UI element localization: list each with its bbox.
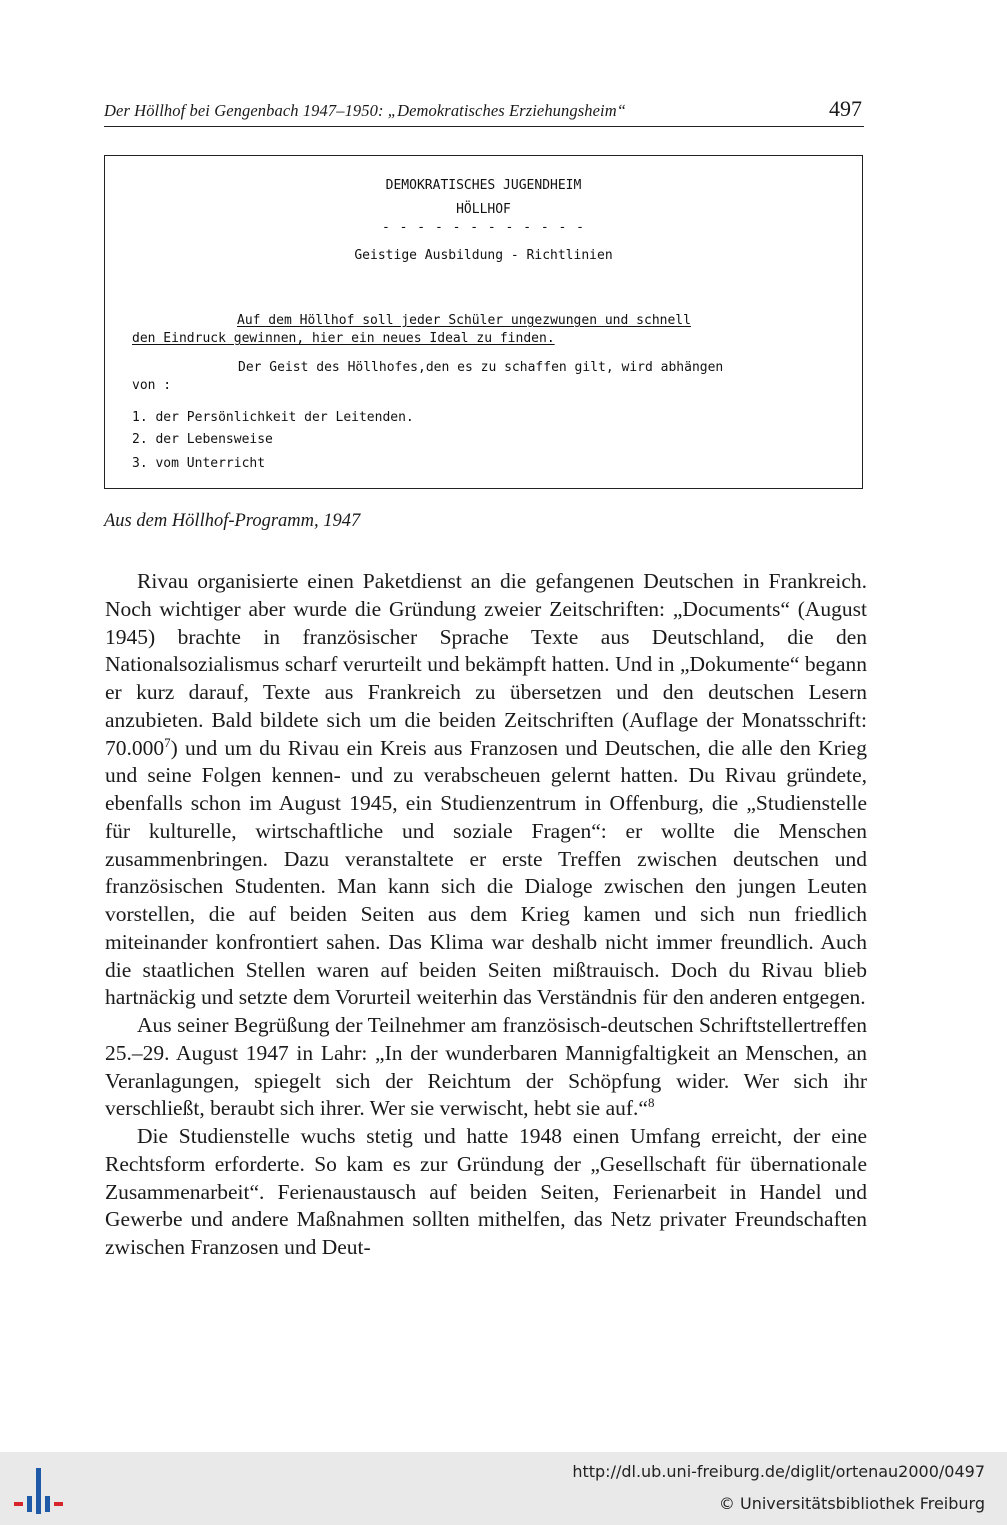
- footer-bar: [0, 1452, 1007, 1525]
- page-number: 497: [829, 96, 862, 121]
- body-text: [105, 568, 867, 1262]
- figure-title-line1: DEMOKRATISCHES JUGENDHEIM: [385, 178, 582, 193]
- program-figure: [104, 155, 863, 489]
- figure-title-line2: HÖLLHOF: [456, 202, 511, 217]
- footnote-marker: 8: [647, 1095, 655, 1111]
- figure-subtitle: Geistige Ausbildung - Richtlinien: [354, 248, 613, 263]
- figure-list-item: 3. vom Unterricht: [132, 456, 266, 471]
- ub-freiburg-logo-icon: [14, 1462, 66, 1518]
- running-title: Der Höllhof bei Gengenbach 1947–1950: „Demokratisches Erziehungsheim“: [104, 101, 627, 120]
- figure-para2-line2: von :: [132, 378, 172, 393]
- paragraph-text: ) und um du Rivau ein Kreis aus Franzosen und Deutschen, die alle den Krieg und seine Folgen kennen- und zu verabscheuen gelernt hatten. Du Rivau gründete, ebenfalls schon im August 1945, ein Studienzentrum in Offenburg, die „Studienstelle für kulturelle, wirtschaftliche und soziale Fragen“: er wollte die Menschen zusammenbringen. Dazu veranstaltete er erste Treffen zwischen deutschen und französischen Studenten. Man kann sich die Dialoge zwischen den jungen Leuten vorstellen, die auf beiden Seiten aus dem Krieg kamen und sich nun friedlich miteinander konfrontiert sahen. Das Klima war deshalb nicht immer freundlich. Auch die staatlichen Stellen waren auf beiden Seiten mißtrauisch. Doch du Rivau blieb hartnäckig und setzte dem Vorurteil weiterhin das Verständnis für den anderen entgegen.: [105, 735, 867, 1010]
- paragraph: [105, 568, 867, 1012]
- footnote-marker: 7: [164, 734, 171, 750]
- paragraph-text: Rivau organisierte einen Paketdienst an die gefangenen Deutschen in Frankreich. Noch wichtiger aber wurde die Gründung zweier Zeitschriften: „Documents“ (August 1945) brachte in französischer Sprache Texte aus Deutschland, die den Nationalsozialismus scharf verurteilt und bekämpft hatten. Und in „Dokumente“ begann er kurz darauf, Texte aus Frankreich zu übersetzen und den deutschen Lesern anzubieten. Bald bildete sich um die beiden Zeitschriften (Auflage der Monatsschrift: 70.000: [105, 569, 867, 760]
- copyright-notice: © Universitätsbibliothek Freiburg: [718, 1494, 985, 1513]
- paragraph: [105, 1123, 867, 1262]
- running-head: [104, 96, 864, 127]
- paragraph-text: Die Studienstelle wuchs stetig und hatte 1948 einen Umfang erreicht, der eine Rechtsform erforderte. So kam es zur Gründung der „Gesellschaft für übernationale Zusammenarbeit“. Ferienaustausch auf beiden Seiten, Ferienarbeit in Handel und Gewerbe und andere Maßnahmen sollten mithelfen, das Netz privater Freundschaften zwischen Franzosen und Deut-: [105, 1124, 867, 1259]
- source-url[interactable]: http://dl.ub.uni-freiburg.de/diglit/ortenau2000/0497: [572, 1462, 985, 1481]
- figure-caption: Aus dem Höllhof-Programm, 1947: [104, 511, 361, 531]
- figure-para2-line1: Der Geist des Höllhofes,den es zu schaffen gilt, wird abhängen: [238, 360, 724, 375]
- figure-list-item: 2. der Lebensweise: [132, 432, 273, 447]
- paragraph-text: Aus seiner Begrüßung der Teilnehmer am französisch-deutschen Schriftstellertreffen 25.–29. August 1947 in Lahr: „In der wunderbaren Mannigfaltigkeit an Menschen, an Veranlagungen, spiegelt sich der Reichtum der Schöpfung wider. Wer sich ihr verschließt, beraubt sich ihrer. Wer sie verwischt, hebt sie auf.“: [105, 1013, 867, 1121]
- figure-para1-line1: Auf dem Höllhof soll jeder Schüler ungezwungen und schnell: [237, 313, 691, 328]
- figure-para1-line2: den Eindruck gewinnen, hier ein neues Ideal zu finden.: [132, 331, 555, 346]
- paragraph: [105, 1012, 867, 1123]
- figure-list-item: 1. der Persönlichkeit der Leitenden.: [132, 410, 414, 425]
- figure-dashes: - - - - - - - - - - - -: [381, 220, 585, 235]
